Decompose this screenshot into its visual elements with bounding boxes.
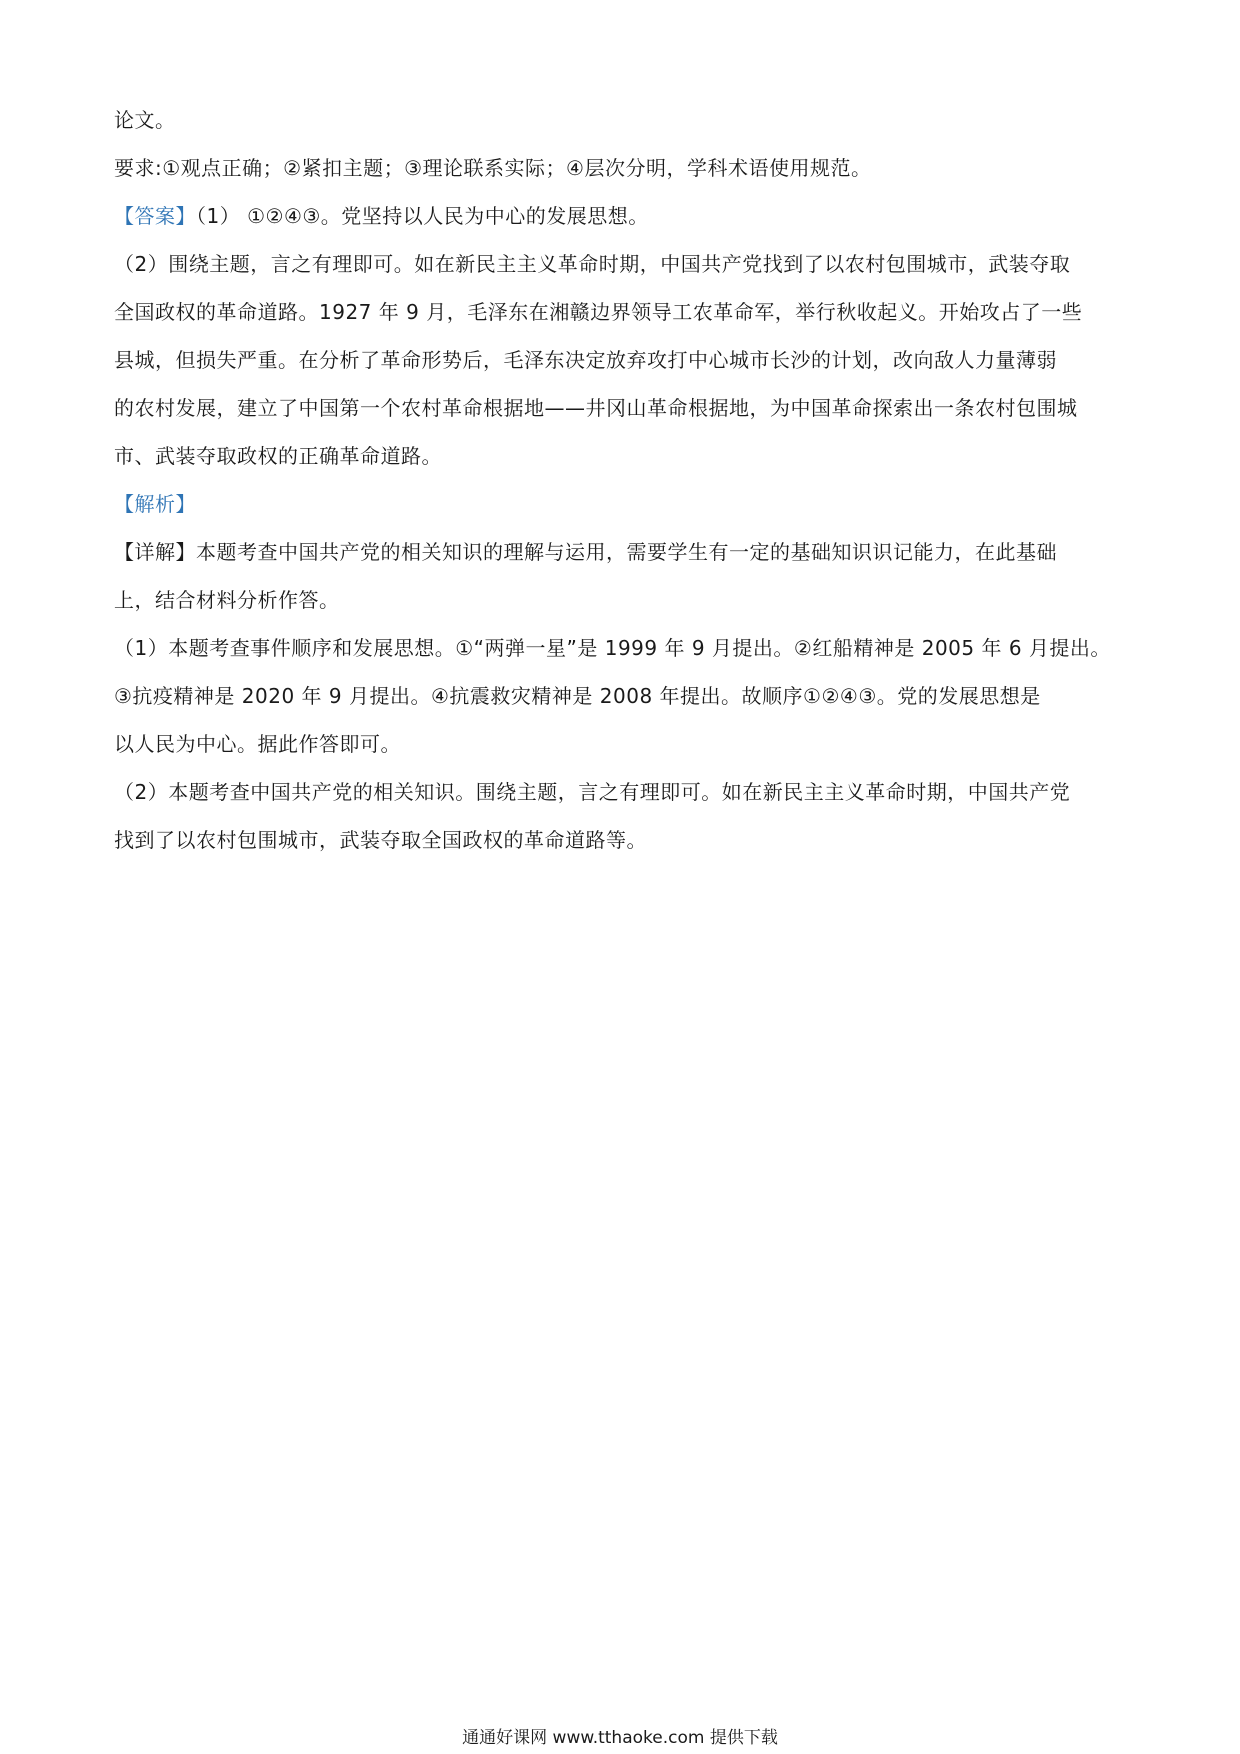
paragraph-line: （1）本题考查事件顺序和发展思想。①“两弹一星”是 1999 年 9 月提出。②红船精神是 2005 年 6 月提出。 [114,636,1111,660]
document-body [114,96,1130,864]
analysis-line [114,480,1130,528]
paragraph-line: 市、武装夺取政权的正确革命道路。 [114,444,442,468]
paragraph-line: 找到了以农村包围城市，武装夺取全国政权的革命道路等。 [114,828,647,852]
paragraph-line: 【详解】本题考查中国共产党的相关知识的理解与运用，需要学生有一定的基础知识识记能力，在此基础 [114,540,1057,564]
paragraph-line: 的农村发展，建立了中国第一个农村革命根据地——井冈山革命根据地，为中国革命探索出一条农村包围城 [114,396,1078,420]
paragraph-line: 县城，但损失严重。在分析了革命形势后，毛泽东决定放弃攻打中心城市长沙的计划，改向敌人力量薄弱 [114,348,1057,372]
answer-tag: 【答案】 [114,204,196,228]
paragraph-line: （2）本题考查中国共产党的相关知识。围绕主题，言之有理即可。如在新民主主义革命时期，中国共产党 [114,780,1071,804]
analysis-tag: 【解析】 [114,492,196,516]
paragraph-line: 以人民为中心。据此作答即可。 [114,732,401,756]
page-footer: 通通好课网 www.tthaoke.com 提供下载 [462,1728,778,1748]
paragraph-line: ③抗疫精神是 2020 年 9 月提出。④抗震救灾精神是 2008 年提出。故顺序①②④③。党的发展思想是 [114,684,1041,708]
paragraph-line: 论文。 [114,108,176,132]
paragraph-line: （2）围绕主题，言之有理即可。如在新民主主义革命时期，中国共产党找到了以农村包围城市，武装夺取 [114,252,1071,276]
answer-text: （1） ①②④③。党坚持以人民为中心的发展思想。 [196,204,649,228]
paragraph-line: 上，结合材料分析作答。 [114,588,340,612]
answer-line [114,192,1130,240]
requirements-line: 要求:①观点正确；②紧扣主题；③理论联系实际；④层次分明，学科术语使用规范。 [114,156,872,180]
paragraph-line: 全国政权的革命道路。1927 年 9 月，毛泽东在湘赣边界领导工农革命军，举行秋收起义。开始攻占了一些 [114,300,1083,324]
